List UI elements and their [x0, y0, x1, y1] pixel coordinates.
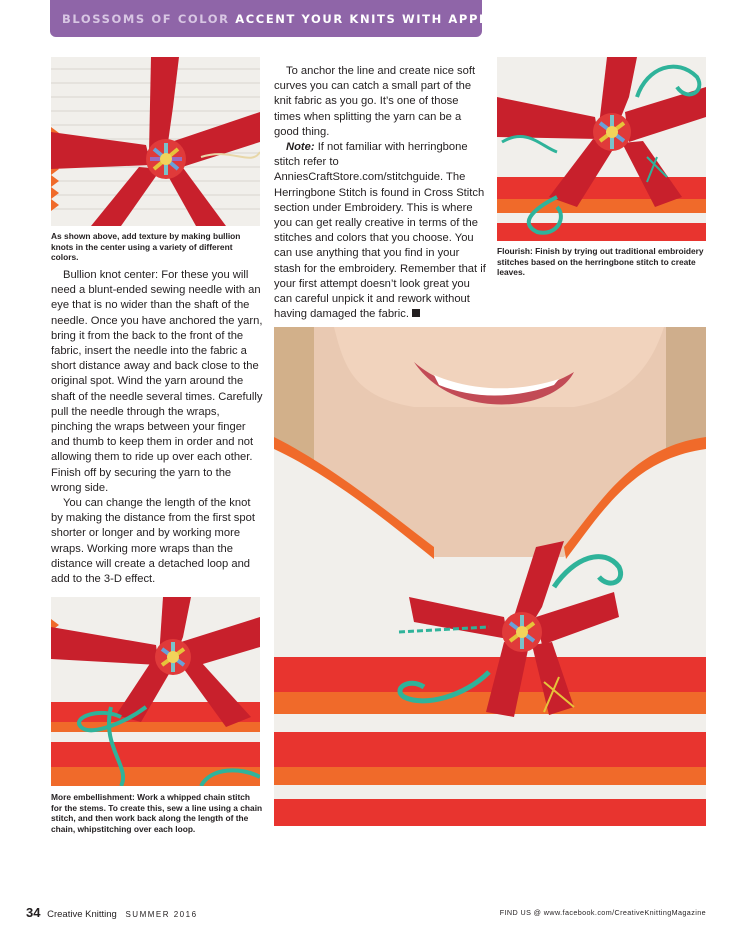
- bullion-caption: As shown above, add texture by making bullion knots in the center using a variety of different colors.: [51, 231, 241, 263]
- model-sweater-photo: [274, 327, 706, 826]
- note-text: If not familiar with herringbone stitch refer to AnniesCraftStore.com/stitchguide. The Herringbone Stitch is found in Cross Stitch section under Embroidery. This is where you can get really creative in terms of the stitches and colors that you choose. You can use anything that you find in your stash for the embroidery. Remember that if your first attempt doesn’t look great you can careful unpick it and rework without having damaged the fabric.: [274, 141, 486, 321]
- flourish-caption: Flourish: Finish by trying out traditional embroidery stitches based on the herringbone stitch to create leaves.: [497, 246, 704, 278]
- footer-left: [26, 905, 198, 920]
- bullion-paragraph: Bullion knot center: For these you will need a blunt-ended sewing needle with an eye that is no wider than the shaft of the needle. Once you have anchored the yarn, bring it from the back to the front of the fabric, insert the needle into the fabric a short distance away and back close to the original spot. Wind the yarn around the shaft of the needle several times. Carefully pull the needle through the wraps, pinching the wraps between your finger and thumb to keep them in order and not allowing them to ride up over each other. Finish off by securing the yarn to the wrong side.: [51, 269, 263, 494]
- note-label: Note:: [286, 141, 315, 154]
- flourish-photo: [497, 57, 706, 241]
- article-title: ACCENT YOUR KNITS WITH APPLIQUÉ: [235, 12, 526, 26]
- end-mark: [412, 309, 420, 317]
- find-us-link[interactable]: FIND US @ www.facebook.com/CreativeKnittingMagazine: [499, 908, 706, 917]
- magazine-name: Creative Knitting: [47, 909, 117, 920]
- section-title: BLOSSOMS OF COLOR: [62, 12, 230, 26]
- issue-season: SUMMER 2016: [125, 910, 198, 919]
- anchor-paragraph: To anchor the line and create nice soft curves you can catch a small part of the knit fabric as you go. It’s one of those times when splitting the yarn can be a good thing.: [274, 65, 476, 138]
- page-number: 34: [26, 905, 41, 920]
- bullion-knot-photo: [51, 57, 260, 226]
- column-2-text: [274, 64, 486, 322]
- embellishment-caption: More embellishment: Work a whipped chain stitch for the stems. To create this, sew a line using a chain stitch, and then work back along the length of the chain, whipstitching over each loop.: [51, 792, 263, 834]
- note-paragraph: [274, 140, 486, 322]
- knot-length-paragraph: You can change the length of the knot by making the distance from the first spot shorter or longer and by working more wraps. Working more wraps than the distance will create a detached loop and add to the 3-D effect.: [51, 497, 255, 586]
- page-header: [62, 12, 526, 26]
- column-1-text: [51, 268, 263, 587]
- embellishment-photo: [51, 597, 260, 786]
